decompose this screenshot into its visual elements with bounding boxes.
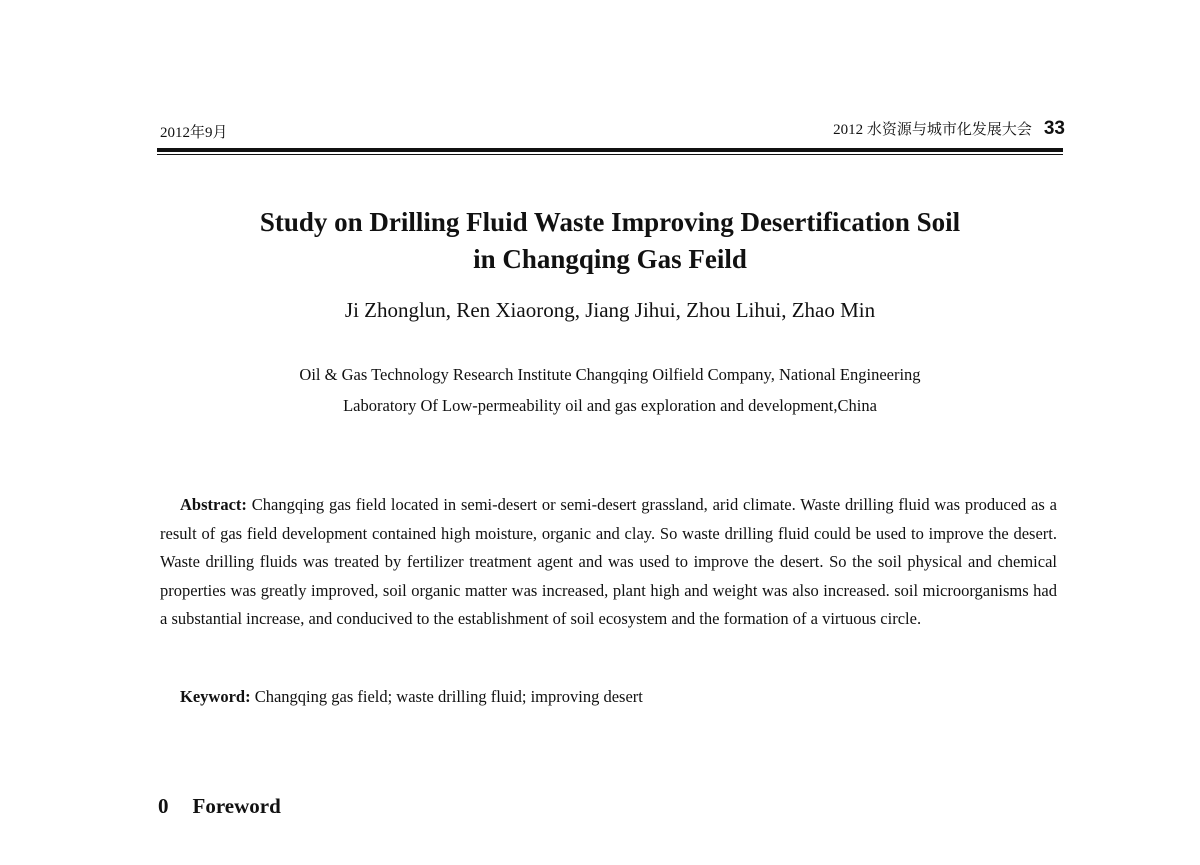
paper-authors: Ji Zhonglun, Ren Xiaorong, Jiang Jihui, Zhou Lihui, Zhao Min: [344, 298, 876, 322]
affiliation-line-2: Laboratory Of Low-permeability oil and gas exploration and development,China: [343, 396, 877, 415]
keywords-label: Keyword:: [180, 687, 251, 706]
section-heading-foreword: [158, 794, 281, 819]
title-line-1: Study on Drilling Fluid Waste Improving Desertification Soil: [259, 207, 961, 237]
keywords: [180, 687, 643, 707]
header-rule-thick: [157, 148, 1063, 152]
paper-affiliation: [160, 359, 1060, 421]
section-title: Foreword: [192, 794, 281, 818]
affiliation-line-1: Oil & Gas Technology Research Institute Changqing Oilfield Company, National Engineering: [299, 365, 921, 384]
keywords-text: Changqing gas field; waste drilling fluid; improving desert: [254, 687, 643, 706]
conference-name: 2012 水资源与城市化发展大会: [833, 122, 1032, 138]
page-number: 33: [1043, 118, 1065, 139]
abstract: [160, 491, 1057, 634]
abstract-label: Abstract:: [180, 495, 247, 514]
title-line-2: in Changqing Gas Feild: [473, 244, 747, 274]
abstract-text: Changqing gas field located in semi-desert or semi-desert grassland, arid climate. Waste drilling fluid was produced as a result of gas field development contained high moisture, organic and clay. So waste drilling fluid could be used to improve the desert. Waste drilling fluids was treated by fertilizer treatment agent and was used to improve the desert. So the soil physical and chemical properties was greatly improved, soil organic matter was increased, plant high and weight was also increased. soil microorganisms had a substantial increase, and conducived to the establishment of soil ecosystem and the formation of a virtuous circle.: [160, 495, 1057, 628]
paper-title: [160, 204, 1060, 278]
header-rule-thin: [157, 154, 1063, 155]
header-conference: [833, 118, 1065, 140]
header-date: 2012年9月: [160, 125, 228, 141]
section-number: 0: [158, 794, 169, 818]
